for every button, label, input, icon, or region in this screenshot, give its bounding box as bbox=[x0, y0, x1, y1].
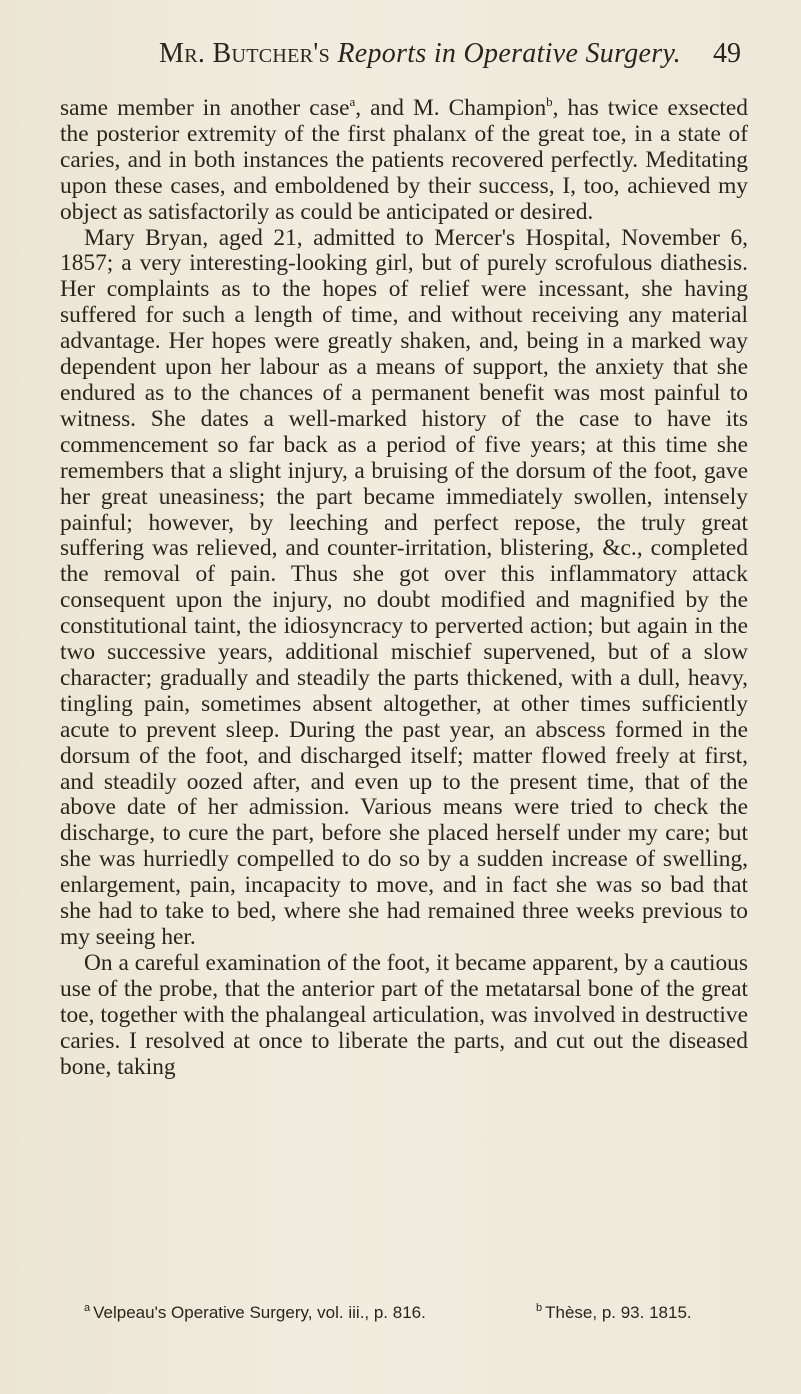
footnote-marker: a bbox=[84, 1302, 91, 1314]
page-number: 49 bbox=[713, 38, 741, 69]
running-title bbox=[140, 38, 700, 70]
paragraph-case-history: Mary Bryan, aged 21, admitted to Mercer's Hospital, November 6, 1857; a very interesting-looking girl, but of purely scrofulous diathesis. Her complaints as to the hopes of relief were incessant, she having suffered for such a length of time, and without receiving any material advantage. Her hopes were greatly shaken, and, being in a marked way dependent upon her labour as a means of support, the anxiety that she endured as to the chances of a permanent benefit was most painful to witness. She dates a well-marked history of the case to have its commencement so far back as a period of five years; at this time she remembers that a slight injury, a bruising of the dorsum of the foot, gave her great uneasiness; the part became immediately swollen, intensely painful; however, by leeching and perfect repose, the truly great suffering was relieved, and counter-irritation, blistering, &c., completed the removal of pain. Thus she got over this inflammatory attack consequent upon the injury, no doubt modified and magnified by the constitutional taint, the idiosyncracy to perverted action; but again in the two successive years, additional mischief supervened, but of a slow character; gradually and steadily the parts thickened, with a dull, heavy, tingling pain, sometimes absent altogether, at other times sufficiently acute to prevent sleep. During the past year, an abscess formed in the dorsum of the foot, and discharged itself; matter flowed freely at first, and steadily oozed after, and even up to the present time, that of the above date of her admission. Various means were tried to check the discharge, to cure the part, before she placed herself under my care; but she was hurriedly compelled to do so by a sudden increase of swelling, enlargement, pain, incapacity to move, and in fact she was so bad that she had to take to bed, where she had remained three weeks previous to my seeing her. bbox=[60, 224, 748, 950]
text-run: , and M. Champion bbox=[355, 95, 547, 121]
footnote-ref-b: b bbox=[546, 94, 553, 109]
header-title-italic: Reports in Operative Surgery. bbox=[337, 38, 681, 69]
footnote-a bbox=[84, 1303, 426, 1323]
footnote-ref-a: a bbox=[349, 94, 356, 109]
body-text bbox=[60, 96, 748, 1080]
paragraph-continued bbox=[60, 96, 748, 226]
footnote-text: Velpeau's Operative Surgery, vol. iii., p. 816. bbox=[93, 1303, 426, 1322]
running-header bbox=[0, 38, 801, 78]
footnote-text: Thèse, p. 93. 1815. bbox=[545, 1303, 692, 1322]
text-run: same member in another case bbox=[60, 95, 350, 121]
footnote-b bbox=[536, 1303, 692, 1323]
header-author: Mr. Butcher's bbox=[159, 38, 331, 69]
paragraph-examination: On a careful examination of the foot, it became apparent, by a cautious use of the probe, that the anterior part of the metatarsal bone of the great toe, together with the phalangeal articulation, was involved in destructive caries. I resolved at once to liberate the parts, and cut out the diseased bone, taking bbox=[60, 949, 748, 1080]
text-run: , has twice exsected the posterior extremity of the first phalanx of the great toe, in a state of caries, and in both instances the patients recovered perfectly. Meditating upon these cases, and emboldened by their success, I, too, achieved my object as satisfactorily as could be anticipated or desired. bbox=[60, 95, 748, 225]
footnote-marker: b bbox=[536, 1302, 543, 1314]
